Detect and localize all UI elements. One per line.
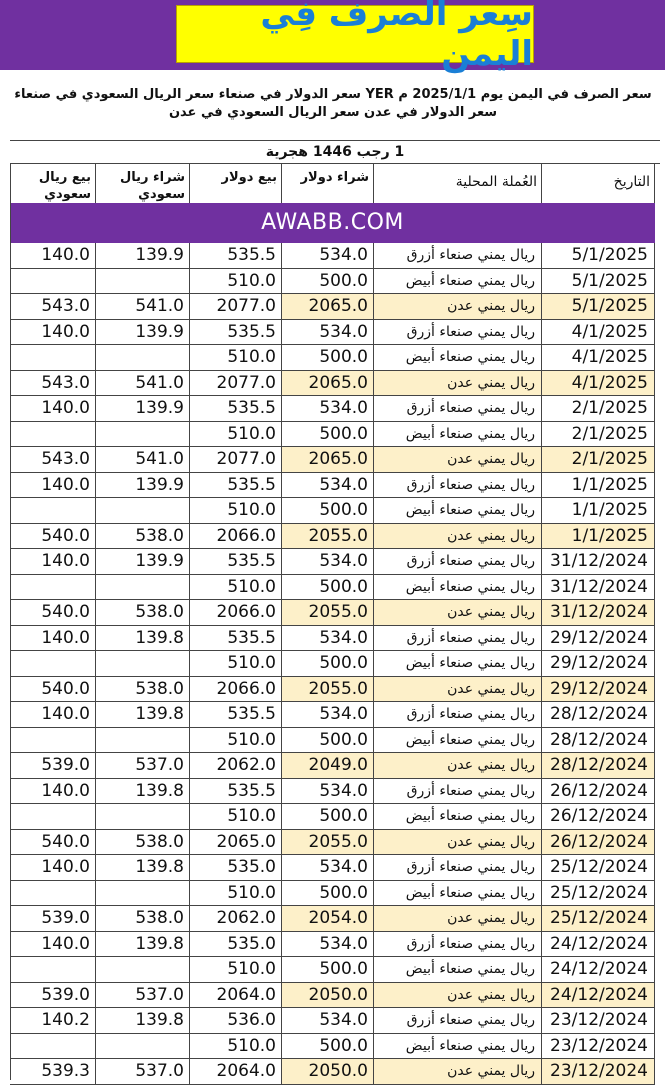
table-row xyxy=(10,957,655,983)
cell-sell-usd: 2077.0 xyxy=(190,447,282,472)
cell-currency: ريال يمني عدن xyxy=(374,906,542,931)
cell-date: 4/1/2025 xyxy=(542,345,655,370)
cell-buy-sar: 538.0 xyxy=(96,524,190,549)
cell-buy-sar xyxy=(96,957,190,982)
cell-buy-sar xyxy=(96,804,190,829)
cell-buy-sar xyxy=(96,498,190,523)
cell-buy-sar xyxy=(96,1034,190,1059)
cell-date: 31/12/2024 xyxy=(542,600,655,625)
cell-date: 25/12/2024 xyxy=(542,855,655,880)
cell-date: 4/1/2025 xyxy=(542,320,655,345)
cell-sell-sar: 140.2 xyxy=(10,1008,96,1033)
cell-currency: ريال يمني صنعاء أزرق xyxy=(374,243,542,268)
table-row xyxy=(10,371,655,397)
cell-buy-usd: 2054.0 xyxy=(282,906,374,931)
cell-buy-sar: 139.9 xyxy=(96,320,190,345)
table-row xyxy=(10,728,655,754)
cell-sell-usd: 535.5 xyxy=(190,702,282,727)
cell-buy-usd: 534.0 xyxy=(282,932,374,957)
cell-buy-usd: 2049.0 xyxy=(282,753,374,778)
cell-sell-sar xyxy=(10,269,96,294)
cell-currency: ريال يمني عدن xyxy=(374,600,542,625)
cell-buy-usd: 534.0 xyxy=(282,779,374,804)
cell-buy-usd: 500.0 xyxy=(282,804,374,829)
cell-sell-sar: 539.3 xyxy=(10,1059,96,1084)
cell-buy-usd: 500.0 xyxy=(282,957,374,982)
rates-table xyxy=(10,243,655,1085)
cell-sell-usd: 2077.0 xyxy=(190,294,282,319)
cell-sell-usd: 535.0 xyxy=(190,932,282,957)
description-line-2: سعر الدولار في عدن سعر الريال السعودي في عدن xyxy=(168,105,498,120)
cell-buy-usd: 2055.0 xyxy=(282,524,374,549)
header-currency: العُملة المحلية xyxy=(374,164,542,203)
cell-sell-sar: 539.0 xyxy=(10,753,96,778)
cell-sell-usd: 510.0 xyxy=(190,881,282,906)
cell-sell-sar: 540.0 xyxy=(10,600,96,625)
cell-buy-usd: 500.0 xyxy=(282,345,374,370)
table-row xyxy=(10,983,655,1009)
cell-sell-usd: 510.0 xyxy=(190,498,282,523)
cell-buy-usd: 500.0 xyxy=(282,728,374,753)
cell-date: 26/12/2024 xyxy=(542,804,655,829)
cell-sell-sar xyxy=(10,728,96,753)
cell-buy-sar: 538.0 xyxy=(96,906,190,931)
cell-date: 2/1/2025 xyxy=(542,422,655,447)
cell-sell-sar xyxy=(10,1034,96,1059)
cell-buy-sar: 537.0 xyxy=(96,983,190,1008)
cell-sell-usd: 535.5 xyxy=(190,473,282,498)
cell-sell-usd: 510.0 xyxy=(190,575,282,600)
cell-date: 5/1/2025 xyxy=(542,294,655,319)
cell-date: 2/1/2025 xyxy=(542,447,655,472)
cell-date: 28/12/2024 xyxy=(542,728,655,753)
table-row xyxy=(10,447,655,473)
cell-currency: ريال يمني عدن xyxy=(374,983,542,1008)
table-row xyxy=(10,855,655,881)
page-title: سِعر الصرف فِي اليمن xyxy=(260,0,533,74)
cell-sell-sar: 140.0 xyxy=(10,473,96,498)
table-row xyxy=(10,881,655,907)
cell-date: 29/12/2024 xyxy=(542,626,655,651)
cell-sell-sar: 140.0 xyxy=(10,702,96,727)
table-row xyxy=(10,473,655,499)
cell-buy-usd: 534.0 xyxy=(282,243,374,268)
title-band xyxy=(0,0,665,74)
cell-buy-usd: 500.0 xyxy=(282,422,374,447)
cell-buy-sar: 541.0 xyxy=(96,371,190,396)
cell-currency: ريال يمني صنعاء أبيض xyxy=(374,269,542,294)
cell-sell-usd: 510.0 xyxy=(190,804,282,829)
table-row xyxy=(10,549,655,575)
cell-sell-usd: 2064.0 xyxy=(190,1059,282,1084)
cell-sell-sar xyxy=(10,651,96,676)
cell-sell-usd: 2077.0 xyxy=(190,371,282,396)
table-row xyxy=(10,779,655,805)
cell-date: 25/12/2024 xyxy=(542,906,655,931)
cell-currency: ريال يمني صنعاء أبيض xyxy=(374,575,542,600)
cell-currency: ريال يمني عدن xyxy=(374,294,542,319)
cell-currency: ريال يمني صنعاء أزرق xyxy=(374,396,542,421)
cell-date: 1/1/2025 xyxy=(542,473,655,498)
cell-sell-sar xyxy=(10,957,96,982)
cell-sell-sar xyxy=(10,881,96,906)
cell-buy-sar: 139.8 xyxy=(96,1008,190,1033)
cell-buy-sar xyxy=(96,269,190,294)
cell-sell-usd: 510.0 xyxy=(190,728,282,753)
cell-date: 1/1/2025 xyxy=(542,524,655,549)
cell-sell-sar xyxy=(10,498,96,523)
cell-buy-sar: 139.8 xyxy=(96,702,190,727)
cell-buy-sar: 139.8 xyxy=(96,626,190,651)
cell-currency: ريال يمني صنعاء أبيض xyxy=(374,651,542,676)
cell-sell-usd: 510.0 xyxy=(190,1034,282,1059)
cell-currency: ريال يمني صنعاء أبيض xyxy=(374,422,542,447)
cell-currency: ريال يمني صنعاء أبيض xyxy=(374,804,542,829)
cell-buy-usd: 2055.0 xyxy=(282,830,374,855)
header-sell-usd: بيع دولار xyxy=(190,164,282,203)
cell-sell-sar: 540.0 xyxy=(10,677,96,702)
cell-date: 31/12/2024 xyxy=(542,575,655,600)
cell-buy-usd: 500.0 xyxy=(282,575,374,600)
cell-sell-usd: 535.5 xyxy=(190,626,282,651)
site-banner: AWABB.COM xyxy=(10,203,655,243)
table-left-border xyxy=(10,164,11,1080)
cell-currency: ريال يمني صنعاء أزرق xyxy=(374,473,542,498)
cell-buy-sar: 537.0 xyxy=(96,1059,190,1084)
cell-currency: ريال يمني صنعاء أزرق xyxy=(374,626,542,651)
cell-sell-sar: 543.0 xyxy=(10,447,96,472)
cell-buy-sar: 538.0 xyxy=(96,830,190,855)
cell-sell-usd: 510.0 xyxy=(190,422,282,447)
cell-currency: ريال يمني صنعاء أزرق xyxy=(374,932,542,957)
cell-buy-sar xyxy=(96,575,190,600)
cell-buy-sar: 541.0 xyxy=(96,447,190,472)
cell-sell-usd: 2066.0 xyxy=(190,677,282,702)
cell-buy-usd: 534.0 xyxy=(282,855,374,880)
table-row xyxy=(10,702,655,728)
cell-buy-sar: 139.9 xyxy=(96,473,190,498)
cell-buy-sar: 139.9 xyxy=(96,243,190,268)
cell-buy-usd: 2050.0 xyxy=(282,983,374,1008)
table-header xyxy=(10,164,655,203)
table-row xyxy=(10,830,655,856)
cell-buy-sar: 541.0 xyxy=(96,294,190,319)
cell-currency: ريال يمني صنعاء أبيض xyxy=(374,345,542,370)
cell-buy-usd: 500.0 xyxy=(282,269,374,294)
table-row xyxy=(10,345,655,371)
table-row xyxy=(10,1059,655,1085)
cell-sell-usd: 2062.0 xyxy=(190,753,282,778)
cell-sell-sar xyxy=(10,422,96,447)
cell-buy-usd: 534.0 xyxy=(282,1008,374,1033)
cell-currency: ريال يمني صنعاء أبيض xyxy=(374,498,542,523)
cell-currency: ريال يمني صنعاء أزرق xyxy=(374,702,542,727)
cell-currency: ريال يمني صنعاء أزرق xyxy=(374,549,542,574)
cell-buy-usd: 2055.0 xyxy=(282,600,374,625)
table-row xyxy=(10,932,655,958)
cell-date: 24/12/2024 xyxy=(542,957,655,982)
table-row xyxy=(10,626,655,652)
cell-currency: ريال يمني عدن xyxy=(374,1059,542,1084)
cell-sell-sar: 140.0 xyxy=(10,855,96,880)
cell-date: 4/1/2025 xyxy=(542,371,655,396)
cell-date: 29/12/2024 xyxy=(542,677,655,702)
header-date: التاريخ xyxy=(542,164,655,203)
cell-currency: ريال يمني عدن xyxy=(374,447,542,472)
cell-date: 1/1/2025 xyxy=(542,498,655,523)
cell-sell-sar: 140.0 xyxy=(10,932,96,957)
cell-date: 26/12/2024 xyxy=(542,830,655,855)
cell-date: 23/12/2024 xyxy=(542,1034,655,1059)
cell-currency: ريال يمني صنعاء أبيض xyxy=(374,881,542,906)
cell-sell-sar: 140.0 xyxy=(10,320,96,345)
cell-sell-sar: 543.0 xyxy=(10,371,96,396)
cell-date: 23/12/2024 xyxy=(542,1008,655,1033)
cell-sell-usd: 2066.0 xyxy=(190,600,282,625)
table-row xyxy=(10,1008,655,1034)
cell-buy-usd: 500.0 xyxy=(282,881,374,906)
cell-sell-usd: 2062.0 xyxy=(190,906,282,931)
title-box xyxy=(176,0,534,74)
cell-date: 28/12/2024 xyxy=(542,753,655,778)
header-buy-sar: شراء ريال سعودي xyxy=(96,164,190,203)
cell-buy-sar: 537.0 xyxy=(96,753,190,778)
cell-buy-usd: 534.0 xyxy=(282,473,374,498)
description-line-1: سعر الصرف في اليمن يوم 2025/1/1 م YER سعر الدولار في صنعاء سعر الريال السعودي في صنعاء xyxy=(14,87,652,102)
table-row xyxy=(10,1034,655,1060)
table-row xyxy=(10,906,655,932)
cell-sell-usd: 2066.0 xyxy=(190,524,282,549)
cell-date: 23/12/2024 xyxy=(542,1059,655,1084)
cell-sell-sar: 540.0 xyxy=(10,830,96,855)
cell-buy-usd: 2055.0 xyxy=(282,677,374,702)
table-row xyxy=(10,804,655,830)
cell-sell-usd: 535.5 xyxy=(190,779,282,804)
cell-buy-usd: 534.0 xyxy=(282,396,374,421)
cell-date: 24/12/2024 xyxy=(542,983,655,1008)
table-row xyxy=(10,600,655,626)
cell-buy-sar xyxy=(96,345,190,370)
cell-date: 24/12/2024 xyxy=(542,932,655,957)
cell-sell-usd: 510.0 xyxy=(190,651,282,676)
cell-currency: ريال يمني صنعاء أبيض xyxy=(374,728,542,753)
cell-sell-sar: 539.0 xyxy=(10,906,96,931)
cell-buy-sar: 139.8 xyxy=(96,779,190,804)
table-row xyxy=(10,498,655,524)
cell-sell-usd: 536.0 xyxy=(190,1008,282,1033)
cell-currency: ريال يمني عدن xyxy=(374,753,542,778)
cell-buy-usd: 2065.0 xyxy=(282,294,374,319)
cell-sell-usd: 510.0 xyxy=(190,957,282,982)
cell-buy-sar: 139.8 xyxy=(96,855,190,880)
header-sell-sar: بيع ريال سعودي xyxy=(10,164,96,203)
table-row xyxy=(10,269,655,295)
table-row xyxy=(10,294,655,320)
table-row xyxy=(10,422,655,448)
cell-date: 26/12/2024 xyxy=(542,779,655,804)
cell-sell-usd: 2064.0 xyxy=(190,983,282,1008)
cell-sell-usd: 2065.0 xyxy=(190,830,282,855)
cell-currency: ريال يمني عدن xyxy=(374,524,542,549)
table-row xyxy=(10,320,655,346)
cell-buy-usd: 2050.0 xyxy=(282,1059,374,1084)
cell-sell-sar: 140.0 xyxy=(10,243,96,268)
table-row xyxy=(10,753,655,779)
description xyxy=(8,72,658,138)
cell-buy-usd: 534.0 xyxy=(282,549,374,574)
cell-sell-usd: 535.5 xyxy=(190,243,282,268)
table-row xyxy=(10,575,655,601)
cell-buy-sar xyxy=(96,422,190,447)
table-row xyxy=(10,677,655,703)
cell-buy-sar: 139.8 xyxy=(96,932,190,957)
cell-buy-usd: 500.0 xyxy=(282,498,374,523)
cell-buy-sar: 538.0 xyxy=(96,677,190,702)
cell-sell-usd: 510.0 xyxy=(190,269,282,294)
table-row xyxy=(10,243,655,269)
cell-sell-sar: 140.0 xyxy=(10,626,96,651)
cell-buy-usd: 2065.0 xyxy=(282,447,374,472)
cell-date: 25/12/2024 xyxy=(542,881,655,906)
cell-currency: ريال يمني صنعاء أزرق xyxy=(374,779,542,804)
cell-sell-sar xyxy=(10,345,96,370)
cell-currency: ريال يمني صنعاء أبيض xyxy=(374,957,542,982)
cell-buy-usd: 500.0 xyxy=(282,1034,374,1059)
cell-sell-usd: 535.0 xyxy=(190,855,282,880)
cell-sell-usd: 535.5 xyxy=(190,549,282,574)
cell-buy-sar xyxy=(96,651,190,676)
cell-sell-sar: 140.0 xyxy=(10,396,96,421)
cell-sell-sar: 540.0 xyxy=(10,524,96,549)
table-row xyxy=(10,651,655,677)
cell-date: 31/12/2024 xyxy=(542,549,655,574)
cell-buy-sar: 139.9 xyxy=(96,396,190,421)
cell-currency: ريال يمني صنعاء أزرق xyxy=(374,320,542,345)
cell-buy-sar: 538.0 xyxy=(96,600,190,625)
cell-date: 28/12/2024 xyxy=(542,702,655,727)
cell-sell-sar xyxy=(10,804,96,829)
header-buy-usd: شراء دولار xyxy=(282,164,374,203)
cell-buy-usd: 534.0 xyxy=(282,626,374,651)
cell-buy-sar xyxy=(96,728,190,753)
cell-date: 5/1/2025 xyxy=(542,243,655,268)
cell-sell-sar: 543.0 xyxy=(10,294,96,319)
cell-date: 29/12/2024 xyxy=(542,651,655,676)
cell-buy-usd: 2065.0 xyxy=(282,371,374,396)
cell-buy-usd: 534.0 xyxy=(282,320,374,345)
cell-currency: ريال يمني عدن xyxy=(374,830,542,855)
cell-sell-sar xyxy=(10,575,96,600)
cell-buy-sar: 139.9 xyxy=(96,549,190,574)
hijri-date: 1 رجب 1446 هجرية xyxy=(10,140,660,164)
cell-currency: ريال يمني عدن xyxy=(374,371,542,396)
cell-sell-usd: 535.5 xyxy=(190,396,282,421)
cell-buy-usd: 534.0 xyxy=(282,702,374,727)
cell-date: 2/1/2025 xyxy=(542,396,655,421)
table-row xyxy=(10,396,655,422)
cell-currency: ريال يمني صنعاء أزرق xyxy=(374,855,542,880)
cell-buy-sar xyxy=(96,881,190,906)
cell-currency: ريال يمني صنعاء أبيض xyxy=(374,1034,542,1059)
cell-currency: ريال يمني صنعاء أزرق xyxy=(374,1008,542,1033)
cell-date: 5/1/2025 xyxy=(542,269,655,294)
cell-currency: ريال يمني عدن xyxy=(374,677,542,702)
cell-sell-sar: 140.0 xyxy=(10,779,96,804)
cell-sell-usd: 510.0 xyxy=(190,345,282,370)
cell-sell-sar: 539.0 xyxy=(10,983,96,1008)
cell-sell-usd: 535.5 xyxy=(190,320,282,345)
cell-buy-usd: 500.0 xyxy=(282,651,374,676)
cell-sell-sar: 140.0 xyxy=(10,549,96,574)
table-row xyxy=(10,524,655,550)
